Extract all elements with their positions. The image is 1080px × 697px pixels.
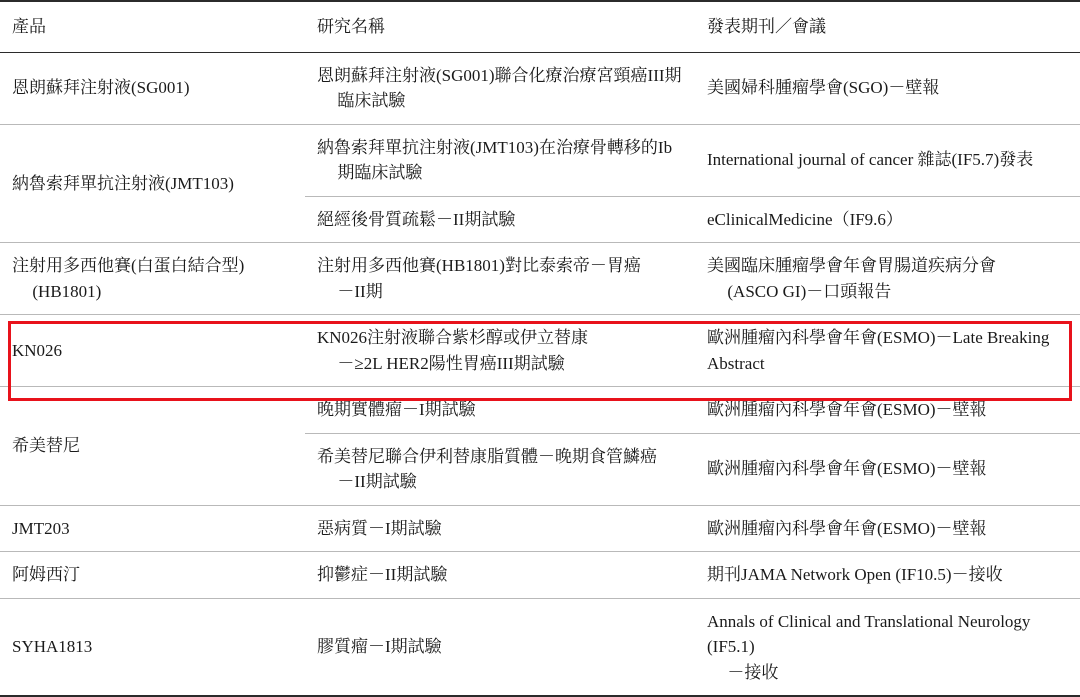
study-name-line: 恩朗蘇拜注射液(SG001)聯合化療治療宮頸癌III期 xyxy=(317,65,682,85)
study-name-line: －≥2L HER2陽性胃癌III期試驗 xyxy=(337,353,565,373)
cell-journal xyxy=(695,552,1080,599)
table-row xyxy=(0,124,1080,196)
study-name-line: 注射用多西他賽(HB1801)對比泰索帝－胃癌 xyxy=(317,256,641,275)
journal-line: 歐洲腫瘤內科學會年會(ESMO)－壁報 xyxy=(707,518,987,538)
study-name-line: 希美替尼聯合伊利替康脂質體－晚期食管鱗癌 xyxy=(317,446,657,466)
column-header-study-name: 研究名稱 xyxy=(305,1,695,52)
cell-product: JMT203 xyxy=(0,505,305,552)
journal-line: Abstract xyxy=(707,353,765,373)
journal-line: 美國臨床腫瘤學會年會胃腸道疾病分會 xyxy=(707,256,996,275)
cell-study-name xyxy=(305,505,695,552)
cell-study-name xyxy=(305,433,695,505)
cell-journal xyxy=(695,598,1080,696)
study-name-line: 晚期實體瘤－I期試驗 xyxy=(317,400,476,419)
cell-study-name xyxy=(305,196,695,243)
product-line: 注射用多西他賽(白蛋白結合型) xyxy=(12,256,245,275)
column-header-journal: 發表期刊／會議 xyxy=(695,1,1080,52)
study-name-line: 納魯索拜單抗注射液(JMT103)在治療骨轉移的Ib xyxy=(317,137,673,157)
cell-product xyxy=(0,243,305,315)
table-row xyxy=(0,52,1080,124)
cell-journal xyxy=(695,505,1080,552)
table-row xyxy=(0,505,1080,552)
journal-line: Annals of Clinical and Translational Neurology (IF5.1) xyxy=(707,611,1031,656)
cell-journal xyxy=(695,315,1080,387)
table-row xyxy=(0,598,1080,696)
table-header xyxy=(0,1,1080,52)
cell-journal xyxy=(695,433,1080,505)
table-row xyxy=(0,552,1080,599)
cell-journal xyxy=(695,243,1080,315)
cell-journal xyxy=(695,387,1080,434)
journal-line: 美國婦科腫瘤學會(SGO)－壁報 xyxy=(707,78,940,98)
cell-product: 恩朗蘇拜注射液(SG001) xyxy=(0,52,305,124)
cell-product: 希美替尼 xyxy=(0,387,305,506)
journal-line: －接收 xyxy=(727,662,779,682)
study-name-line: 臨床試驗 xyxy=(337,91,406,110)
cell-study-name xyxy=(305,243,695,315)
cell-study-name xyxy=(305,552,695,599)
product-line: (HB1801) xyxy=(32,281,102,301)
journal-line: International journal of cancer 雜誌(IF5.7)發表 xyxy=(707,150,1034,170)
cell-product: KN026 xyxy=(0,315,305,387)
column-header-product: 產品 xyxy=(0,1,305,52)
cell-study-name xyxy=(305,124,695,196)
cell-product: 阿姆西汀 xyxy=(0,552,305,599)
cell-study-name xyxy=(305,598,695,696)
study-name-line: 膠質瘤－I期試驗 xyxy=(317,637,442,656)
journal-line: 歐洲腫瘤內科學會年會(ESMO)－壁報 xyxy=(707,459,987,479)
study-name-line: 絕經後骨質疏鬆－II期試驗 xyxy=(317,209,516,229)
cell-journal xyxy=(695,196,1080,243)
cell-journal xyxy=(695,52,1080,124)
table-row xyxy=(0,387,1080,434)
journal-line: (ASCO GI)－口頭報告 xyxy=(727,281,892,301)
journal-line: eClinicalMedicine（IF9.6） xyxy=(707,209,903,229)
cell-study-name xyxy=(305,315,695,387)
cell-product: 納魯索拜單抗注射液(JMT103) xyxy=(0,124,305,243)
journal-line: 期刊JAMA Network Open (IF10.5)－接收 xyxy=(707,565,1003,584)
study-name-line: 抑鬱症－II期試驗 xyxy=(317,565,448,584)
journal-line: 歐洲腫瘤內科學會年會(ESMO)－Late Breaking xyxy=(707,328,1050,347)
cell-journal xyxy=(695,124,1080,196)
study-name-line: KN026注射液聯合紫杉醇或伊立替康 xyxy=(317,328,589,347)
study-name-line: －II期試驗 xyxy=(337,472,417,491)
journal-line: 歐洲腫瘤內科學會年會(ESMO)－壁報 xyxy=(707,400,987,419)
cell-study-name xyxy=(305,387,695,434)
study-name-line: 惡病質－I期試驗 xyxy=(317,518,442,538)
study-name-line: 期臨床試驗 xyxy=(337,163,423,182)
cell-product: SYHA1813 xyxy=(0,598,305,696)
table-row xyxy=(0,243,1080,315)
table-row-highlighted xyxy=(0,315,1080,387)
table-header-row xyxy=(0,1,1080,52)
study-name-line: －II期 xyxy=(337,281,383,301)
cell-study-name xyxy=(305,52,695,124)
table-body xyxy=(0,52,1080,696)
